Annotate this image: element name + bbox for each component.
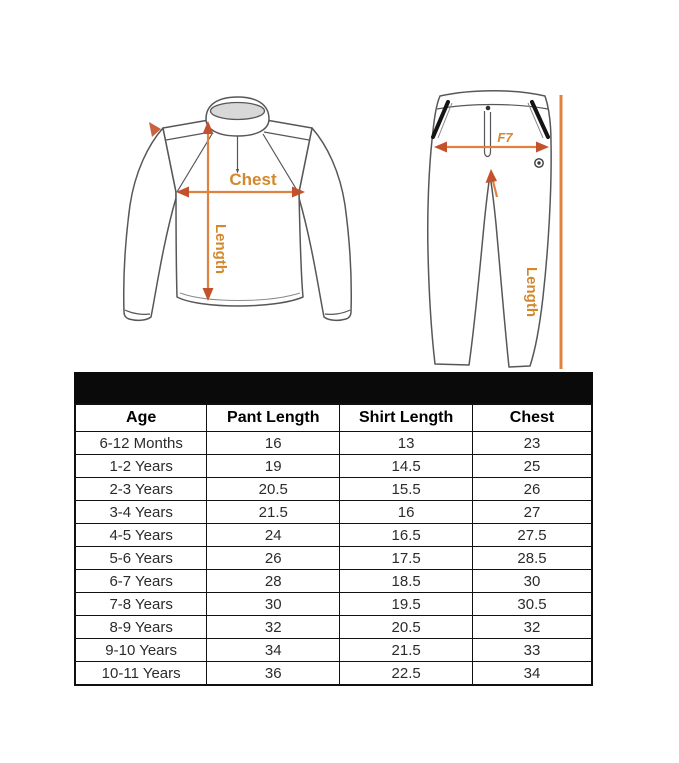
cell-age: 2-3 Years bbox=[75, 478, 207, 501]
cell-pant-length: 32 bbox=[207, 616, 340, 639]
cell-age: 4-5 Years bbox=[75, 524, 207, 547]
cell-pant-length: 21.5 bbox=[207, 501, 340, 524]
pants-body bbox=[428, 91, 551, 367]
cell-age: 1-2 Years bbox=[75, 455, 207, 478]
column-header-age: Age bbox=[75, 404, 207, 432]
pants-diagram bbox=[428, 91, 561, 369]
table-row bbox=[75, 616, 592, 639]
pants-logo-dot bbox=[537, 161, 540, 164]
size-table-section bbox=[74, 372, 593, 686]
cell-shirt-length: 14.5 bbox=[340, 455, 473, 478]
pants-button bbox=[486, 106, 491, 111]
column-header-shirt-length: Shirt Length bbox=[340, 404, 473, 432]
cell-shirt-length: 17.5 bbox=[340, 547, 473, 570]
cell-age: 6-12 Months bbox=[75, 432, 207, 455]
cell-shirt-length: 13 bbox=[340, 432, 473, 455]
shirt-diagram bbox=[124, 97, 352, 320]
cell-shirt-length: 20.5 bbox=[340, 616, 473, 639]
shirt-chest-label: Chest bbox=[229, 170, 277, 189]
cell-age: 10-11 Years bbox=[75, 662, 207, 686]
cell-chest: 27.5 bbox=[473, 524, 592, 547]
cell-pant-length: 20.5 bbox=[207, 478, 340, 501]
table-row bbox=[75, 501, 592, 524]
table-row bbox=[75, 455, 592, 478]
cell-pant-length: 26 bbox=[207, 547, 340, 570]
cell-age: 5-6 Years bbox=[75, 547, 207, 570]
cell-age: 8-9 Years bbox=[75, 616, 207, 639]
header-row bbox=[75, 404, 592, 432]
cell-pant-length: 19 bbox=[207, 455, 340, 478]
pants-waist-label: F7 bbox=[497, 130, 513, 145]
pants-length-label: Length bbox=[523, 267, 540, 317]
cell-chest: 26 bbox=[473, 478, 592, 501]
shirt-collar-opening bbox=[211, 103, 265, 120]
shirt-length-label: Length bbox=[212, 224, 229, 274]
cell-pant-length: 16 bbox=[207, 432, 340, 455]
table-row bbox=[75, 593, 592, 616]
cell-shirt-length: 16.5 bbox=[340, 524, 473, 547]
cell-shirt-length: 16 bbox=[340, 501, 473, 524]
table-top-banner bbox=[74, 372, 593, 403]
cell-chest: 30.5 bbox=[473, 593, 592, 616]
cell-shirt-length: 15.5 bbox=[340, 478, 473, 501]
cell-chest: 28.5 bbox=[473, 547, 592, 570]
table-row bbox=[75, 524, 592, 547]
cell-pant-length: 34 bbox=[207, 639, 340, 662]
cell-chest: 33 bbox=[473, 639, 592, 662]
cell-shirt-length: 19.5 bbox=[340, 593, 473, 616]
cell-pant-length: 36 bbox=[207, 662, 340, 686]
cell-age: 7-8 Years bbox=[75, 593, 207, 616]
cell-pant-length: 30 bbox=[207, 593, 340, 616]
cell-age: 3-4 Years bbox=[75, 501, 207, 524]
cell-chest: 32 bbox=[473, 616, 592, 639]
cell-pant-length: 24 bbox=[207, 524, 340, 547]
size-table bbox=[74, 403, 593, 686]
cell-shirt-length: 18.5 bbox=[340, 570, 473, 593]
table-row bbox=[75, 478, 592, 501]
cell-chest: 23 bbox=[473, 432, 592, 455]
cell-chest: 25 bbox=[473, 455, 592, 478]
cell-shirt-length: 21.5 bbox=[340, 639, 473, 662]
cell-chest: 34 bbox=[473, 662, 592, 686]
measurement-diagrams bbox=[0, 0, 679, 375]
table-row bbox=[75, 547, 592, 570]
column-header-pant-length: Pant Length bbox=[207, 404, 340, 432]
cell-chest: 30 bbox=[473, 570, 592, 593]
cell-age: 9-10 Years bbox=[75, 639, 207, 662]
cell-age: 6-7 Years bbox=[75, 570, 207, 593]
cell-chest: 27 bbox=[473, 501, 592, 524]
cell-shirt-length: 22.5 bbox=[340, 662, 473, 686]
table-row bbox=[75, 432, 592, 455]
table-row bbox=[75, 570, 592, 593]
table-row bbox=[75, 639, 592, 662]
column-header-chest: Chest bbox=[473, 404, 592, 432]
cell-pant-length: 28 bbox=[207, 570, 340, 593]
table-row bbox=[75, 662, 592, 686]
